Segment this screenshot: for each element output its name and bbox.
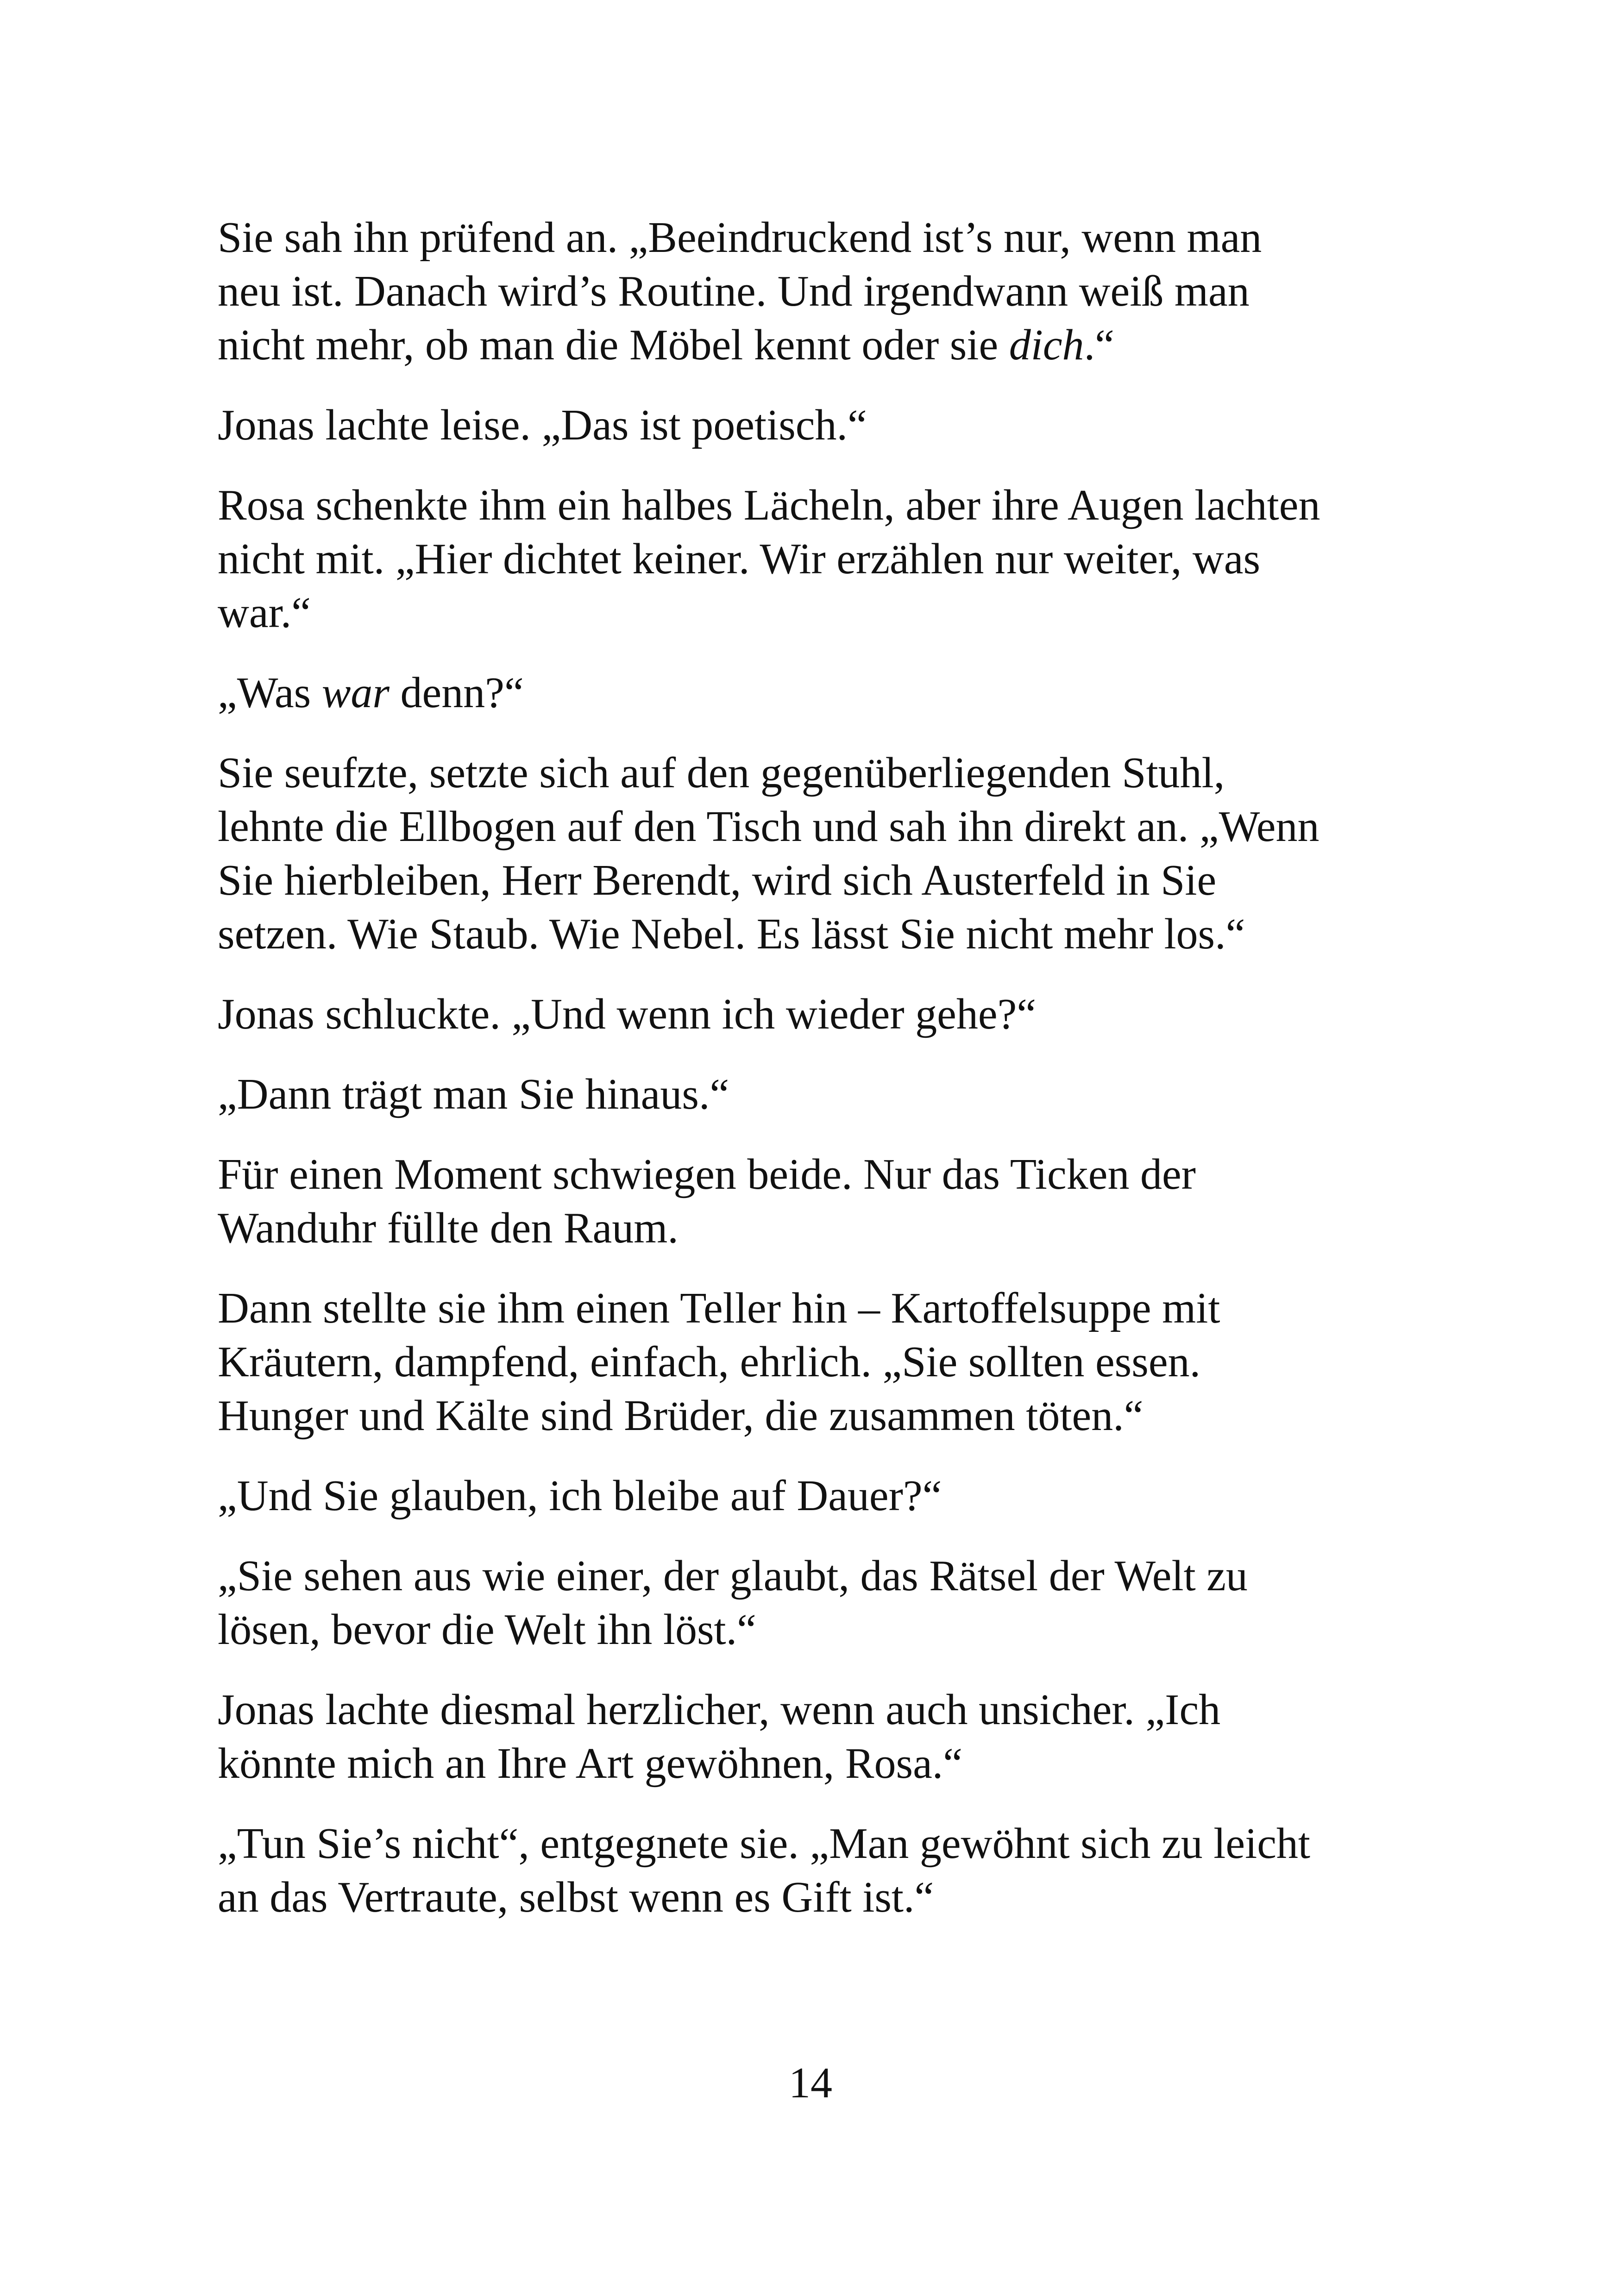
paragraph	[218, 746, 1413, 961]
paragraph	[218, 666, 1413, 720]
paragraph	[218, 987, 1413, 1041]
paragraph-text: „Und Sie glauben, ich bleibe auf Dauer?“	[218, 1472, 942, 1520]
paragraph	[218, 1469, 1413, 1523]
paragraph-text: Sie seufzte, setzte sich auf den gegenüberliegenden Stuhl, lehnte die Ellbogen auf den Tisch und sah ihn direkt an. „Wenn Sie hierbleiben, Herr Berendt, wird sich Austerfeld in Sie setzen. Wie Staub. Wie Nebel. Es lässt Sie nicht mehr los.“	[218, 749, 1319, 958]
page-number: 14	[789, 2059, 832, 2107]
paragraph	[218, 1281, 1413, 1443]
paragraph	[218, 1067, 1413, 1121]
paragraph	[218, 1148, 1413, 1255]
paragraph	[218, 211, 1413, 372]
paragraph	[218, 1683, 1413, 1790]
paragraph-text: Sie sah ihn prüfend an. „Beeindruckend ist’s nur, wenn man neu ist. Danach wird’s Routine. Und irgendwann weiß man nicht mehr, ob man die Möbel kennt oder sie	[218, 213, 1262, 369]
paragraph-text: „Sie sehen aus wie einer, der glaubt, das Rätsel der Welt zu lösen, bevor die Welt ihn löst.“	[218, 1552, 1248, 1654]
paragraph-text: denn?“	[390, 669, 524, 717]
paragraph-text: „Was	[218, 669, 322, 717]
paragraph-text: .“	[1084, 321, 1114, 369]
paragraph-text: Dann stellte sie ihm einen Teller hin – Kartoffelsuppe mit Kräutern, dampfend, einfach, ehrlich. „Sie sollten essen. Hunger und Kälte sind Brüder, die zusammen töten.“	[218, 1284, 1220, 1440]
paragraph-text: Jonas schluckte. „Und wenn ich wieder gehe?“	[218, 990, 1037, 1038]
paragraph	[218, 398, 1413, 452]
body-text	[218, 211, 1413, 1951]
emphasized-text: dich	[1009, 321, 1084, 369]
paragraph-text: Für einen Moment schwiegen beide. Nur das Ticken der Wanduhr füllte den Raum.	[218, 1150, 1196, 1252]
paragraph-text: Rosa schenkte ihm ein halbes Lächeln, aber ihre Augen lachten nicht mit. „Hier dichtet keiner. Wir erzählen nur weiter, was war.“	[218, 481, 1320, 637]
paragraph	[218, 1549, 1413, 1656]
paragraph	[218, 1817, 1413, 1924]
paragraph-text: Jonas lachte leise. „Das ist poetisch.“	[218, 401, 867, 449]
paragraph-text: „Dann trägt man Sie hinaus.“	[218, 1070, 729, 1118]
paragraph-text: „Tun Sie’s nicht“, entgegnete sie. „Man gewöhnt sich zu leicht an das Vertraute, selbst wenn es Gift ist.“	[218, 1819, 1311, 1921]
paragraph-text: Jonas lachte diesmal herzlicher, wenn auch unsicher. „Ich könnte mich an Ihre Art gewöhnen, Rosa.“	[218, 1686, 1221, 1788]
paragraph	[218, 478, 1413, 640]
emphasized-text: war	[321, 669, 390, 717]
